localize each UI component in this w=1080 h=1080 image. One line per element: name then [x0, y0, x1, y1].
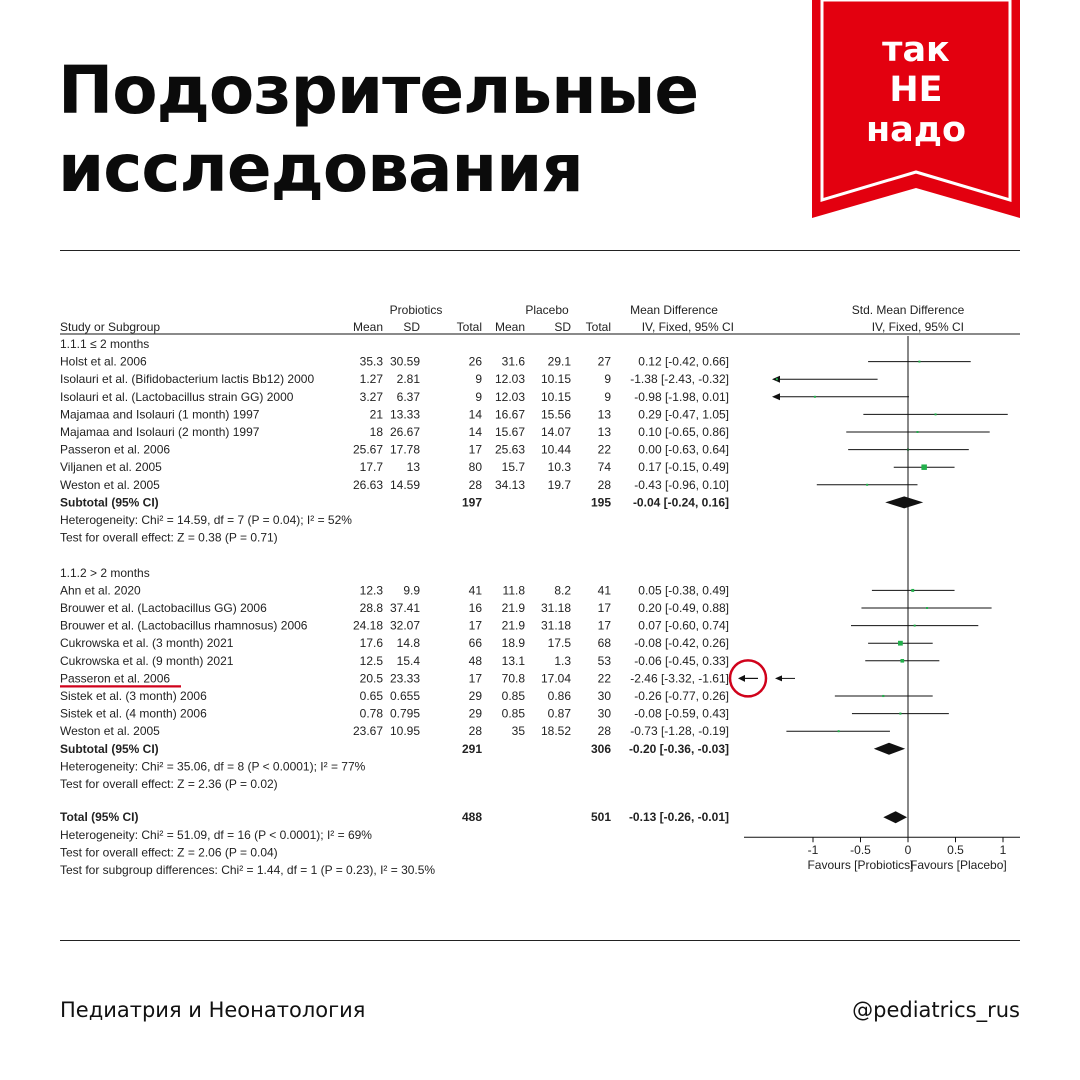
- column-mean-probiotics: Mean: [352, 320, 383, 334]
- column-total-placebo: Total: [585, 320, 611, 334]
- study-row-mean-probiotics: 26.63: [352, 477, 383, 492]
- page-title-line-1: Подозрительные: [58, 52, 699, 129]
- x-tick-label: -0.5: [850, 843, 871, 858]
- page-title-line-2: исследования: [58, 130, 583, 207]
- point-estimate: [900, 659, 904, 663]
- study-row-mean-placebo: 21.9: [501, 618, 525, 633]
- study-row-ci: 0.10 [-0.65, 0.86]: [638, 425, 729, 439]
- total-note: Test for subgroup differences: Chi² = 1.44, df = 1 (P = 0.23), I² = 30.5%: [60, 863, 436, 877]
- point-estimate: [898, 641, 903, 646]
- subgroup-heading: 1.1.2 > 2 months: [60, 565, 150, 580]
- forest-plot: [60, 296, 1020, 886]
- study-row-ci: -0.06 [-0.45, 0.33]: [634, 653, 729, 668]
- study-row-mean-placebo: 31.6: [501, 354, 525, 369]
- subtotal-diamond: [874, 743, 905, 755]
- study-row-sd-placebo: 19.7: [547, 477, 571, 492]
- study-row-total-probiotics: 80: [468, 460, 482, 475]
- study-row-mean-placebo: 11.8: [502, 583, 525, 598]
- study-row-label: Passeron et al. 2006: [60, 671, 171, 686]
- study-row-total-placebo: 27: [597, 354, 611, 369]
- study-row-total-probiotics: 66: [468, 636, 482, 651]
- study-row-total-placebo: 30: [597, 689, 611, 703]
- study-row-total-placebo: 9: [604, 372, 611, 387]
- study-row-total-placebo: 22: [597, 671, 611, 686]
- study-row-mean-placebo: 25.63: [494, 442, 525, 457]
- study-row-mean-placebo: 15.7: [501, 460, 525, 475]
- study-row-mean-probiotics: 0.65: [359, 689, 383, 703]
- study-row-label: Weston et al. 2005: [60, 477, 160, 492]
- study-row-sd-probiotics: 13: [406, 460, 420, 475]
- subtotal-diamond: [885, 496, 923, 508]
- ribbon-text: [812, 30, 1020, 150]
- point-estimate: [814, 396, 816, 398]
- subtotal-total-probiotics: 197: [461, 495, 482, 510]
- study-row-mean-probiotics: 17.7: [359, 460, 383, 475]
- study-row-mean-probiotics: 28.8: [359, 601, 383, 615]
- subgroup-note: Test for overall effect: Z = 2.36 (P = 0.02): [60, 777, 278, 791]
- study-row-label: Passeron et al. 2006: [60, 442, 171, 457]
- study-row-sd-placebo: 15.56: [540, 407, 571, 422]
- study-row-total-placebo: 17: [597, 601, 611, 615]
- study-row-sd-probiotics: 32.07: [389, 618, 420, 633]
- footer-handle: @pediatrics_rus: [852, 998, 1020, 1022]
- study-row-mean-probiotics: 12.5: [359, 653, 383, 668]
- study-row-sd-probiotics: 2.81: [396, 372, 420, 387]
- study-row-total-placebo: 13: [597, 425, 611, 439]
- subgroup-heading: 1.1.1 ≤ 2 months: [60, 337, 150, 351]
- ribbon-text-line-3: надо: [865, 110, 967, 150]
- subtotal-label: Subtotal (95% CI): [60, 495, 159, 510]
- study-row-ci: -2.46 [-3.32, -1.61]: [630, 671, 729, 686]
- point-estimate: [918, 361, 920, 363]
- x-tick-label: 0: [904, 843, 912, 858]
- study-row-mean-probiotics: 12.3: [359, 583, 383, 598]
- favours-probiotics-label: Favours [Probiotics]: [807, 858, 914, 873]
- study-row-total-probiotics: 48: [468, 653, 482, 668]
- study-row-ci: -0.43 [-0.96, 0.10]: [634, 477, 729, 492]
- subgroup-note: Test for overall effect: Z = 0.38 (P = 0.71): [60, 530, 278, 545]
- study-row-sd-placebo: 17.04: [540, 671, 571, 686]
- x-tick-label: -1: [807, 843, 819, 858]
- study-row-sd-placebo: 1.3: [554, 653, 571, 668]
- study-row-sd-probiotics: 26.67: [389, 425, 420, 439]
- study-row-label: Isolauri et al. (Lactobacillus strain GG) 2000: [60, 389, 294, 404]
- total-label: Total (95% CI): [60, 810, 139, 825]
- study-row-total-probiotics: 26: [468, 354, 482, 369]
- study-row-label: Holst et al. 2006: [60, 354, 147, 369]
- highlight-arrow-head: [738, 675, 745, 682]
- ribbon-text-line-1: так: [882, 30, 950, 70]
- study-row-sd-placebo: 8.2: [554, 583, 571, 598]
- study-row-ci: -0.73 [-1.28, -0.19]: [630, 724, 729, 739]
- study-row-total-probiotics: 14: [468, 425, 482, 439]
- study-row-mean-placebo: 12.03: [494, 372, 525, 387]
- study-row-mean-placebo: 21.9: [501, 601, 525, 615]
- study-row-mean-placebo: 15.67: [494, 425, 525, 439]
- study-row-total-probiotics: 41: [468, 583, 482, 598]
- column-sd-placebo: SD: [554, 320, 571, 334]
- header-std-mean-difference: Std. Mean Difference: [851, 303, 965, 317]
- study-row-sd-probiotics: 14.8: [396, 636, 420, 651]
- study-row-mean-probiotics: 0.78: [359, 706, 383, 721]
- header-probiotics: Probiotics: [389, 303, 443, 317]
- column-total-probiotics: Total: [456, 320, 482, 334]
- point-estimate: [866, 484, 868, 486]
- study-row-total-probiotics: 29: [468, 706, 482, 721]
- study-row-ci: 0.17 [-0.15, 0.49]: [638, 460, 729, 475]
- subtotal-total-placebo: 195: [590, 495, 611, 510]
- study-row-label: Majamaa and Isolauri (1 month) 1997: [60, 407, 260, 422]
- study-row-total-placebo: 22: [597, 442, 611, 457]
- study-row-total-probiotics: 29: [468, 689, 482, 703]
- study-row-sd-probiotics: 6.37: [396, 389, 420, 404]
- study-row-label: Sistek et al. (4 month) 2006: [60, 706, 207, 721]
- study-row-mean-placebo: 16.67: [494, 407, 525, 422]
- study-row-ci: 0.05 [-0.38, 0.49]: [638, 583, 729, 598]
- study-row-total-probiotics: 28: [468, 477, 482, 492]
- study-row-mean-placebo: 0.85: [501, 706, 525, 721]
- study-row-mean-probiotics: 17.6: [359, 636, 383, 651]
- study-row-sd-probiotics: 9.9: [403, 583, 420, 598]
- study-row-sd-probiotics: 17.78: [389, 442, 420, 457]
- study-row-sd-probiotics: 10.95: [389, 724, 420, 739]
- study-row-sd-placebo: 31.18: [540, 601, 571, 615]
- study-row-ci: 0.29 [-0.47, 1.05]: [638, 407, 729, 422]
- ci-arrow-head: [775, 675, 782, 681]
- subtotal-total-placebo: 306: [590, 741, 611, 756]
- column-ci-smd: IV, Fixed, 95% CI: [871, 320, 964, 334]
- study-row-sd-placebo: 0.87: [547, 706, 571, 721]
- study-row-sd-probiotics: 0.795: [389, 706, 420, 721]
- study-row-sd-placebo: 14.07: [540, 425, 571, 439]
- subtotal-ci: -0.04 [-0.24, 0.16]: [632, 495, 729, 510]
- point-estimate: [776, 378, 778, 380]
- study-row-sd-placebo: 10.15: [540, 389, 571, 404]
- study-row-ci: -0.08 [-0.59, 0.43]: [634, 706, 729, 721]
- study-row-total-placebo: 13: [597, 407, 611, 422]
- study-row-sd-probiotics: 0.655: [389, 689, 420, 703]
- study-row-total-placebo: 68: [597, 636, 611, 651]
- column-mean-placebo: Mean: [494, 320, 525, 334]
- study-row-label: Sistek et al. (3 month) 2006: [60, 689, 207, 703]
- point-estimate: [838, 730, 840, 732]
- study-row-mean-probiotics: 1.27: [359, 372, 383, 387]
- study-row-label: Majamaa and Isolauri (2 month) 1997: [60, 425, 260, 439]
- ribbon-text-line-2: НЕ: [889, 70, 943, 110]
- study-row-total-placebo: 30: [597, 706, 611, 721]
- subtotal-ci: -0.20 [-0.36, -0.03]: [628, 741, 729, 756]
- study-row-mean-probiotics: 23.67: [352, 724, 383, 739]
- footer-channel-name: Педиатрия и Неонатология: [60, 998, 366, 1022]
- study-row-total-probiotics: 17: [468, 618, 482, 633]
- study-row-total-probiotics: 17: [468, 442, 482, 457]
- study-row-sd-placebo: 29.1: [547, 354, 571, 369]
- study-row-sd-placebo: 31.18: [540, 618, 571, 633]
- study-row-total-placebo: 17: [597, 618, 611, 633]
- subgroup-note: Heterogeneity: Chi² = 14.59, df = 7 (P = 0.04); I² = 52%: [60, 513, 352, 527]
- study-row-mean-probiotics: 21: [369, 407, 383, 422]
- study-row-sd-placebo: 18.52: [540, 724, 571, 739]
- study-row-label: Ahn et al. 2020: [60, 583, 141, 598]
- study-row-total-placebo: 53: [597, 653, 611, 668]
- study-row-mean-placebo: 0.85: [501, 689, 525, 703]
- study-row-sd-placebo: 0.86: [547, 689, 571, 703]
- warning-ribbon-badge: [812, 0, 1020, 218]
- study-row-mean-placebo: 34.13: [494, 477, 525, 492]
- study-row-mean-placebo: 35: [511, 724, 525, 739]
- study-row-label: Brouwer et al. (Lactobacillus GG) 2006: [60, 601, 267, 615]
- subtotal-total-probiotics: 291: [461, 741, 482, 756]
- study-row-ci: -0.08 [-0.42, 0.26]: [634, 636, 729, 651]
- study-row-sd-probiotics: 13.33: [389, 407, 420, 422]
- total-ci: -0.13 [-0.26, -0.01]: [628, 810, 729, 825]
- study-row-ci: 0.07 [-0.60, 0.74]: [638, 618, 729, 633]
- study-row-total-probiotics: 14: [468, 407, 482, 422]
- bottom-divider: [60, 940, 1020, 941]
- study-row-total-placebo: 74: [597, 460, 611, 475]
- study-row-ci: -0.98 [-1.98, 0.01]: [634, 389, 729, 404]
- study-row-ci: -1.38 [-2.43, -0.32]: [630, 372, 729, 387]
- study-row-mean-probiotics: 24.18: [352, 618, 383, 633]
- study-row-total-probiotics: 9: [475, 372, 482, 387]
- header-placebo: Placebo: [525, 303, 569, 317]
- study-row-mean-probiotics: 18: [369, 425, 383, 439]
- study-row-total-probiotics: 16: [468, 601, 482, 615]
- study-row-mean-placebo: 18.9: [501, 636, 525, 651]
- study-row-sd-probiotics: 37.41: [389, 601, 420, 615]
- total-note: Test for overall effect: Z = 2.06 (P = 0.04): [60, 845, 278, 860]
- study-row-sd-placebo: 10.15: [540, 372, 571, 387]
- point-estimate: [882, 695, 884, 697]
- study-row-label: Weston et al. 2005: [60, 724, 160, 739]
- study-row-total-placebo: 28: [597, 477, 611, 492]
- study-row-ci: 0.12 [-0.42, 0.66]: [638, 354, 729, 369]
- study-row-mean-probiotics: 3.27: [359, 389, 383, 404]
- study-row-label: Brouwer et al. (Lactobacillus rhamnosus) 2006: [60, 618, 308, 633]
- study-row-total-probiotics: 28: [468, 724, 482, 739]
- point-estimate: [921, 464, 927, 470]
- favours-placebo-label: Favours [Placebo]: [909, 858, 1007, 873]
- study-row-mean-placebo: 12.03: [494, 389, 525, 404]
- study-row-sd-placebo: 10.44: [540, 442, 571, 457]
- point-estimate: [899, 713, 901, 715]
- study-row-sd-probiotics: 15.4: [396, 653, 420, 668]
- study-row-mean-probiotics: 25.67: [352, 442, 383, 457]
- column-study: Study or Subgroup: [60, 320, 161, 334]
- study-row-mean-placebo: 13.1: [501, 653, 525, 668]
- study-row-total-probiotics: 9: [475, 389, 482, 404]
- study-row-ci: -0.26 [-0.77, 0.26]: [634, 689, 729, 703]
- study-row-total-placebo: 41: [597, 583, 611, 598]
- study-row-sd-probiotics: 14.59: [389, 477, 420, 492]
- subgroup-note: Heterogeneity: Chi² = 35.06, df = 8 (P < 0.0001); I² = 77%: [60, 759, 366, 774]
- total-probiotics: 488: [461, 810, 482, 825]
- study-row-total-placebo: 28: [597, 724, 611, 739]
- total-placebo: 501: [590, 810, 611, 825]
- x-tick-label: 0.5: [947, 843, 964, 858]
- study-row-ci: 0.20 [-0.49, 0.88]: [638, 601, 729, 615]
- page-title: [58, 52, 698, 208]
- study-row-label: Viljanen et al. 2005: [60, 460, 162, 475]
- study-row-sd-placebo: 17.5: [547, 636, 571, 651]
- study-row-label: Isolauri et al. (Bifidobacterium lactis Bb12) 2000: [60, 372, 315, 387]
- study-row-label: Cukrowska et al. (3 month) 2021: [60, 636, 234, 651]
- point-estimate: [917, 431, 919, 433]
- study-row-mean-probiotics: 20.5: [359, 671, 383, 686]
- ci-arrow-head: [772, 393, 780, 400]
- study-row-label: Cukrowska et al. (9 month) 2021: [60, 653, 234, 668]
- total-note: Heterogeneity: Chi² = 51.09, df = 16 (P < 0.0001); I² = 69%: [60, 827, 372, 842]
- study-row-mean-probiotics: 35.3: [359, 354, 383, 369]
- study-row-sd-probiotics: 30.59: [389, 354, 420, 369]
- point-estimate: [911, 589, 914, 592]
- study-row-sd-placebo: 10.3: [547, 460, 571, 475]
- column-sd-probiotics: SD: [403, 320, 420, 334]
- study-row-total-probiotics: 17: [468, 671, 482, 686]
- point-estimate: [926, 607, 928, 609]
- point-estimate: [914, 625, 916, 627]
- point-estimate: [935, 413, 937, 415]
- header-mean-difference: Mean Difference: [630, 303, 718, 317]
- study-row-total-placebo: 9: [604, 389, 611, 404]
- total-diamond: [883, 811, 907, 823]
- study-row-ci: 0.00 [-0.63, 0.64]: [638, 442, 729, 457]
- subtotal-label: Subtotal (95% CI): [60, 741, 159, 756]
- column-ci-md: IV, Fixed, 95% CI: [641, 320, 734, 334]
- study-row-sd-probiotics: 23.33: [389, 671, 420, 686]
- top-divider: [60, 250, 1020, 251]
- study-row-mean-placebo: 70.8: [501, 671, 525, 686]
- x-tick-label: 1: [999, 843, 1007, 858]
